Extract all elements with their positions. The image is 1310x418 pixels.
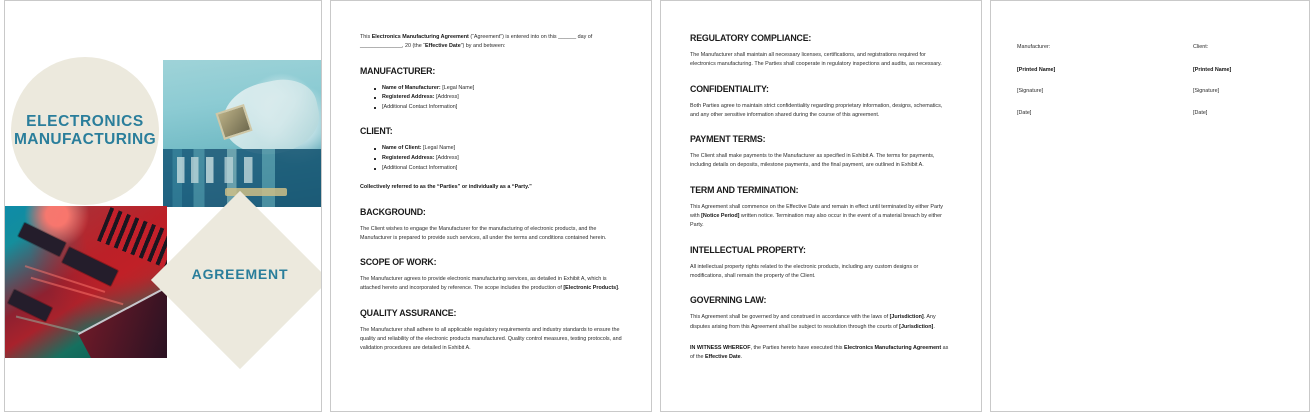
bullet-value: [Additional Contact Information]: [382, 103, 458, 110]
section-heading-scope-of-work: SCOPE OF WORK:: [360, 257, 437, 269]
section-heading-confidentiality: CONFIDENTIALITY:: [690, 83, 769, 95]
signature-column-manufacturer: [1017, 43, 1193, 131]
scope-body-before: The Manufacturer agrees to provide electronic manufacturing services, as detailed in Exhibit A, which is attached hereto and incorporated by reference. The scope includes the production of: [360, 276, 607, 292]
term-bold-term: [Notice Period]: [701, 213, 740, 220]
regulatory-compliance-paragraph: The Manufacturer shall maintain all necessary licenses, certifications, and registrations required for electronics manufacturing. The Parties shall cooperate in regulatory inspections and audits, as necessary.: [690, 52, 942, 68]
intro-suffix: ”) by and between:: [460, 43, 506, 50]
term-body-after: written notice. Termination may also occur in the event of a material breach by either Party.: [690, 213, 942, 229]
printed-name-field[interactable]: [Printed Name]: [1193, 66, 1232, 73]
expansion-card-shape: [78, 286, 167, 358]
bullet-value: [Address]: [434, 155, 459, 162]
pcb-trace-3: [16, 316, 84, 335]
date-field[interactable]: [Date]: [1193, 109, 1208, 116]
witness-tail: as of the: [690, 344, 949, 361]
signature-field[interactable]: [Signature]: [1017, 88, 1044, 95]
governing-bold-term-1: [Jurisdiction]: [889, 314, 924, 321]
bullet-value: [Legal Name]: [421, 145, 456, 152]
witness-lead: IN WITNESS WHEREOF: [690, 344, 751, 351]
intro-mid: (“Agreement”) is entered into on this ______ day of ______________, 20 (the “: [360, 34, 593, 50]
signature-role-label: Client:: [1193, 44, 1209, 50]
payment-terms-paragraph: The Client shall make payments to the Manufacturer as specified in Exhibit A. The terms for payments, including details on deposits, milestone payments, and the final payment, are outlined in Exhibit A.: [690, 153, 935, 169]
section-heading-payment-terms: PAYMENT TERMS:: [690, 134, 766, 146]
page-clauses-content: [690, 33, 952, 374]
list-item: [382, 103, 622, 113]
section-heading-regulatory-compliance: REGULATORY COMPLIANCE:: [690, 33, 812, 44]
list-item: [382, 164, 622, 174]
witness-agreement-name: Electronics Manufacturing Agreement: [844, 344, 942, 351]
intro-prefix: This: [360, 34, 372, 40]
section-heading-background: BACKGROUND:: [360, 206, 426, 218]
scope-of-work-paragraph: [360, 275, 622, 294]
signature-columns: [1017, 43, 1287, 131]
list-item: [382, 84, 622, 94]
page-terms-content: [360, 33, 622, 366]
section-heading-intellectual-property: INTELLECTUAL PROPERTY:: [690, 244, 806, 256]
witness-mid: , the Parties hereto have executed this: [750, 344, 844, 351]
bullet-label: Registered Address:: [382, 94, 435, 101]
bullet-value: [Legal Name]: [440, 84, 475, 91]
collective-parties-text: Collectively referred to as the “Parties” or individually as a “Party.”: [360, 184, 532, 191]
circuit-board-closeup-photo: [5, 206, 167, 358]
page-parties-and-terms[interactable]: [330, 0, 652, 412]
page-cover[interactable]: [4, 0, 322, 412]
client-details-list: [360, 144, 622, 173]
intro-paragraph: [360, 33, 622, 52]
page-signatures[interactable]: [990, 0, 1310, 412]
section-heading-term-and-termination: TERM AND TERMINATION:: [690, 184, 799, 196]
date-field[interactable]: [Date]: [1017, 109, 1032, 116]
capacitors-shape: [177, 157, 285, 183]
bullet-label: Name of Client:: [382, 145, 422, 152]
witness-paragraph: [690, 344, 952, 363]
governing-law-paragraph: [690, 313, 952, 332]
list-item: [382, 154, 622, 164]
governing-body-mid: . Any disputes arising from this Agreement shall be subject to resolution through the courts of: [690, 314, 936, 330]
scope-body-after: .: [617, 285, 620, 292]
witness-effective-date: Effective Date: [705, 354, 741, 361]
cover-title-circle: [11, 57, 159, 205]
term-body-before: This Agreement shall commence on the Effective Date and remain in effect until terminated by either Party with: [690, 203, 943, 220]
bullet-value: [Additional Contact Information]: [382, 164, 458, 171]
list-item: [382, 93, 622, 103]
collective-parties-note: [360, 183, 622, 192]
quality-assurance-paragraph: The Manufacturer shall adhere to all applicable regulatory requirements and industry standards to ensure the quality and reliability of the electronic products manufactured. Quality control measures, testing protocols, and validation procedures are detailed in Exhibit A.: [360, 326, 622, 352]
governing-body-after: .: [933, 323, 935, 330]
printed-name-field[interactable]: [Printed Name]: [1017, 66, 1056, 73]
intro-effective-date: Effective Date: [425, 43, 461, 50]
cover-layout: [5, 1, 321, 411]
governing-bold-term-2: [Jurisdiction]: [899, 323, 934, 330]
intellectual-property-paragraph: All intellectual property rights related to the electronic products, including any custom designs or modifications, shall remain the property of the Client.: [690, 263, 919, 279]
section-heading-manufacturer: MANUFACTURER:: [360, 65, 436, 77]
cover-title-line1: ELECTRONICS: [26, 112, 144, 130]
term-and-termination-paragraph: [690, 203, 952, 231]
background-paragraph: The Client wishes to engage the Manufacturer for the manufacturing of electronic products, and the Manufacturer is prepared to provide such services, all under the terms and conditions contained herein.: [360, 225, 607, 241]
bullet-label: Registered Address:: [382, 155, 435, 162]
ic-chip-shape-a: [18, 223, 66, 257]
confidentiality-paragraph: Both Parties agree to maintain strict confidentiality regarding proprietary information, designs, schematics, and any other sensitive information shared during the course of this agreement.: [690, 102, 943, 118]
signature-role-label: Manufacturer:: [1017, 44, 1051, 50]
bullet-value: [Address]: [434, 94, 459, 101]
technician-handling-chip-photo: [163, 60, 322, 207]
scope-bold-term: [Electronic Products]: [563, 285, 618, 292]
signature-block: [1017, 43, 1287, 131]
intro-agreement-name: Electronics Manufacturing Agreement: [371, 34, 469, 40]
page-clauses[interactable]: [660, 0, 982, 412]
list-item: [382, 144, 622, 154]
signature-column-client: [1193, 43, 1231, 131]
section-heading-client: CLIENT:: [360, 126, 393, 138]
section-heading-governing-law: GOVERNING LAW:: [690, 295, 767, 307]
witness-end: .: [740, 354, 743, 361]
cover-title-line2: MANUFACTURING: [13, 131, 157, 148]
ic-chip-shape-c: [8, 290, 52, 322]
signature-field[interactable]: [Signature]: [1193, 88, 1220, 95]
bullet-label: Name of Manufacturer:: [382, 84, 441, 91]
agreement-diamond-label: AGREEMENT: [191, 266, 289, 282]
manufacturer-details-list: [360, 84, 622, 113]
section-heading-quality-assurance: QUALITY ASSURANCE:: [360, 307, 457, 319]
governing-body-before: This Agreement shall be governed by and construed in accordance with the laws of: [690, 314, 890, 321]
pin-header-shape: [97, 207, 167, 269]
